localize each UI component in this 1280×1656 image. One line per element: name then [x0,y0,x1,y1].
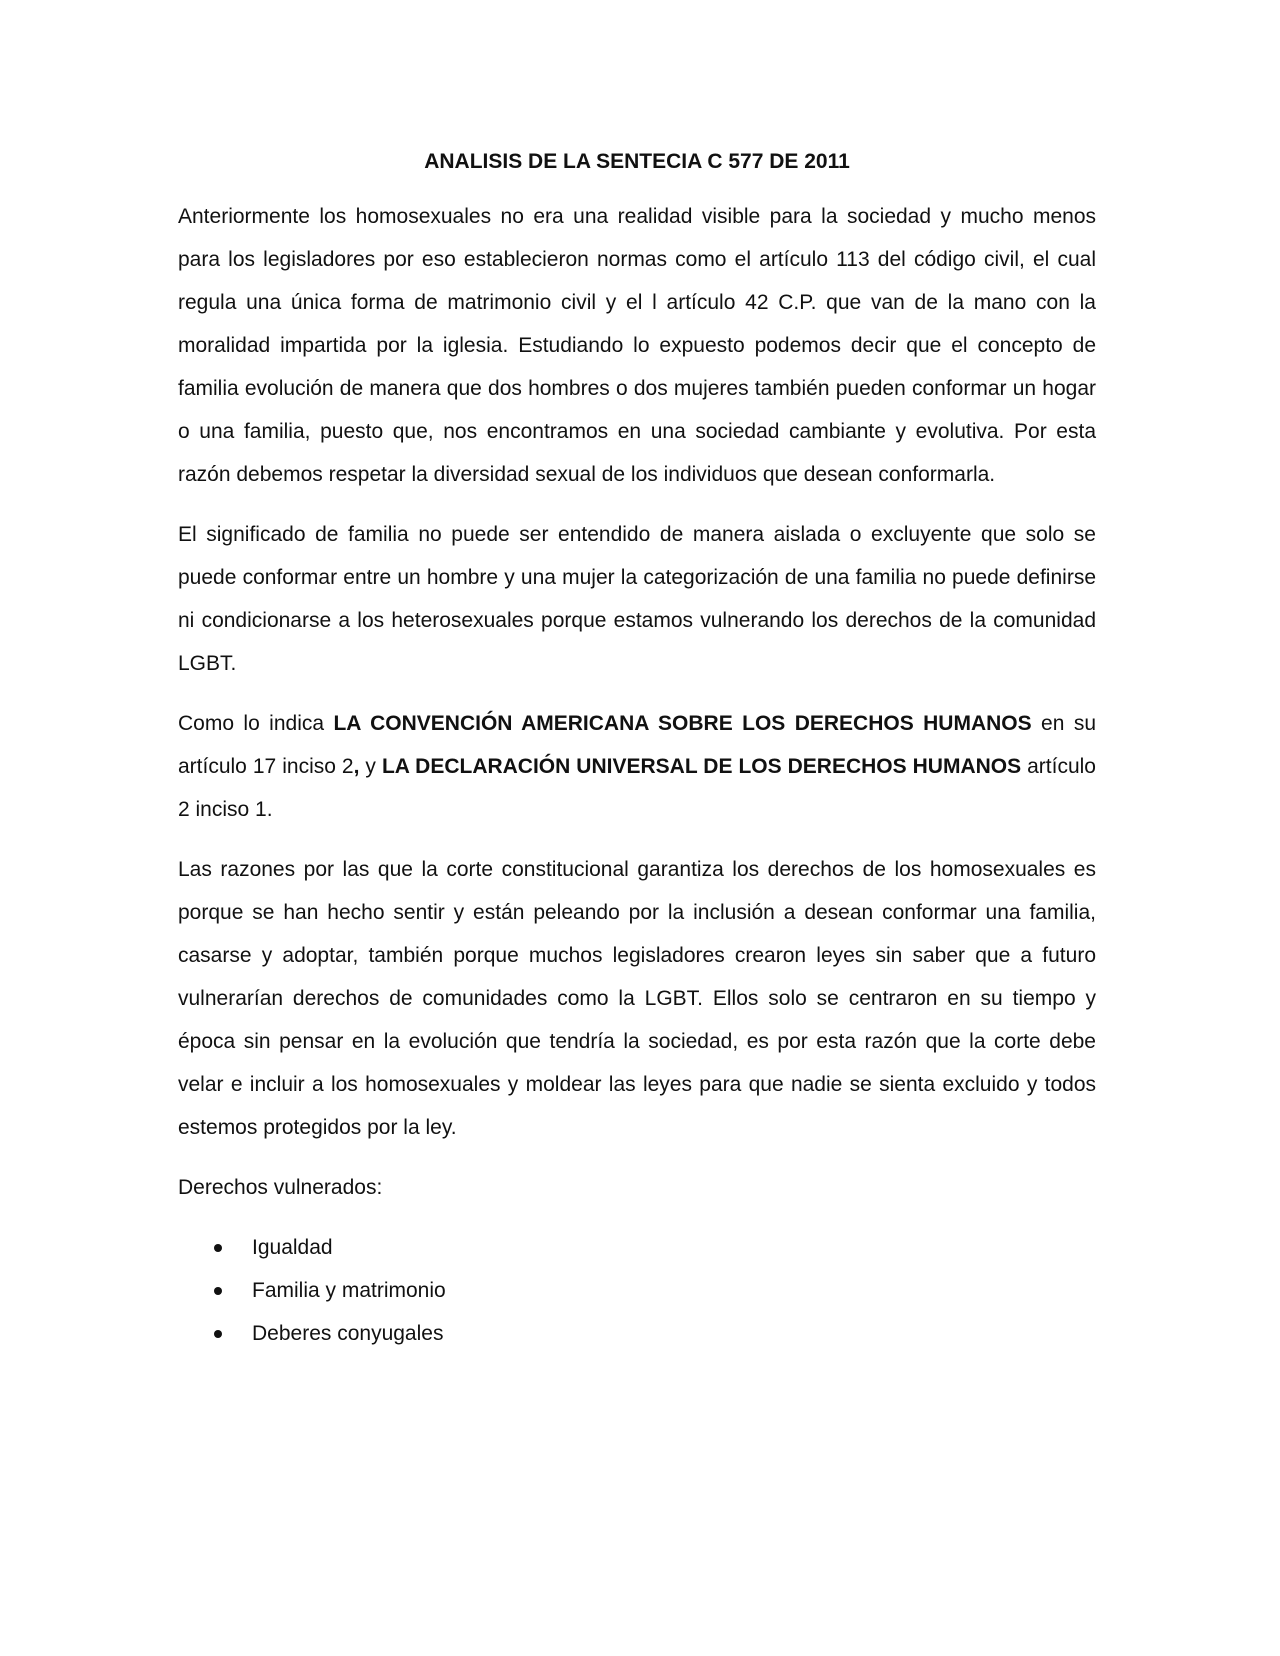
p3-bold-declaration: LA DECLARACIÓN UNIVERSAL DE LOS DERECHOS HUMANOS [381,755,1022,778]
list-item [214,1226,1096,1269]
p3-bold-convention: LA CONVENCIÓN AMERICANA SOBRE LOS DERECHOS HUMANOS [333,712,1032,735]
paragraph-1: Anteriormente los homosexuales no era una realidad visible para la sociedad y mucho menos para los legisladores por eso establecieron normas como el artículo 113 del código civil, el cual regula una única forma de matrimonio civil y el l artículo 42 C.P. que van de la mano con la moralidad impartida por la iglesia. Estudiando lo expuesto podemos decir que el concepto de familia evolución de manera que dos hombres o dos mujeres también pueden conformar un hogar o una familia, puesto que, nos encontramos en una sociedad cambiante y evolutiva. Por esta razón debemos respetar la diversidad sexual de los individuos que desean conformarla. [178,205,1096,486]
paragraph-3 [178,702,1096,831]
paragraph-2: El significado de familia no puede ser entendido de manera aislada o excluyente que solo se puede conformar entre un hombre y una mujer la categorización de una familia no puede definirse ni condicionarse a los heterosexuales porque estamos vulnerando los derechos de la comunidad LGBT. [178,523,1096,675]
document-title: ANALISIS DE LA SENTECIA C 577 DE 2011 [424,150,850,173]
bullet-icon [214,1287,222,1295]
rights-list [178,1226,1096,1355]
rights-heading: Derechos vulnerados: [178,1176,383,1199]
p3-text-1: Como lo indica [178,712,334,735]
list-item-label: Igualdad [252,1236,333,1259]
p3-text-3: y [359,755,382,778]
bullet-icon [214,1330,222,1338]
document-body [178,147,1096,1355]
list-item [214,1312,1096,1355]
list-item-label: Deberes conyugales [252,1322,444,1345]
list-item-label: Familia y matrimonio [252,1279,446,1302]
p3-bold-comma: , [353,755,360,778]
p3-text-4: artículo 2 inciso 1. [178,755,1096,821]
paragraph-4: Las razones por las que la corte constitucional garantiza los derechos de los homosexuales es porque se han hecho sentir y están peleando por la inclusión a desean conformar una familia, casarse y adoptar, también porque muchos legisladores crearon leyes sin saber que a futuro vulnerarían derechos de comunidades como la LGBT. Ellos solo se centraron en su tiempo y época sin pensar en la evolución que tendría la sociedad, es por esta razón que la corte debe velar e incluir a los homosexuales y moldear las leyes para que nadie se sienta excluido y todos estemos protegidos por la ley. [178,858,1096,1139]
bullet-icon [214,1244,222,1252]
p3-text-2: en su artículo 17 inciso 2 [178,712,1097,778]
list-item [214,1269,1096,1312]
